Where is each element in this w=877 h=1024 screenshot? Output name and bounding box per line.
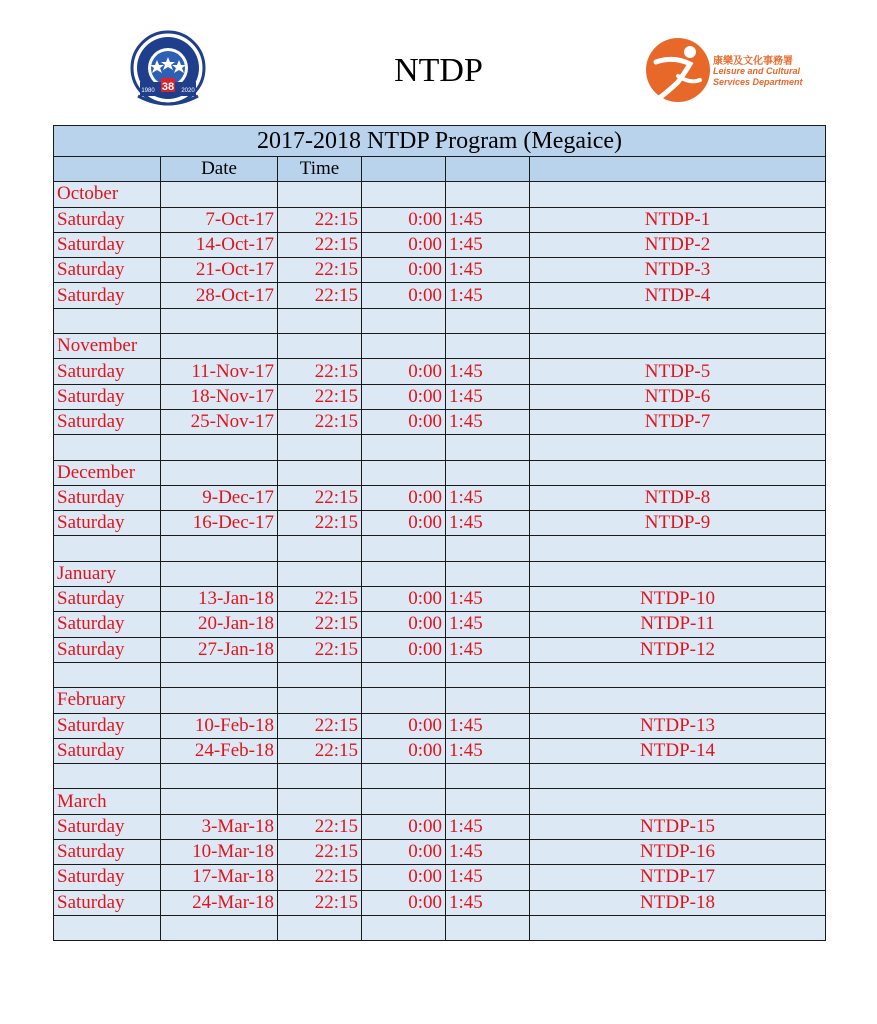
session-cell: NTDP-17 <box>530 865 826 890</box>
day-cell: Saturday <box>54 409 161 434</box>
end-time-cell: 0:00 <box>362 384 446 409</box>
day-cell: Saturday <box>54 232 161 257</box>
empty-cell <box>530 688 826 713</box>
page-title: NTDP <box>394 52 483 89</box>
month-label: December <box>54 460 161 485</box>
start-time-cell: 22:15 <box>278 738 362 763</box>
empty-cell <box>161 789 278 814</box>
duration-cell: 1:45 <box>446 840 530 865</box>
day-cell: Saturday <box>54 865 161 890</box>
session-cell: NTDP-14 <box>530 738 826 763</box>
table-row <box>54 840 826 865</box>
empty-cell <box>362 789 446 814</box>
session-cell: NTDP-11 <box>530 612 826 637</box>
date-cell: 13-Jan-18 <box>161 587 278 612</box>
month-row <box>54 460 826 485</box>
table-row <box>54 713 826 738</box>
date-cell: 9-Dec-17 <box>161 485 278 510</box>
empty-cell <box>530 435 826 460</box>
session-cell: NTDP-8 <box>530 485 826 510</box>
empty-cell <box>446 915 530 940</box>
end-time-cell: 0:00 <box>362 840 446 865</box>
spacer-row <box>54 308 826 333</box>
empty-cell <box>278 688 362 713</box>
empty-cell <box>530 460 826 485</box>
empty-cell <box>161 764 278 789</box>
empty-cell <box>362 460 446 485</box>
empty-cell <box>278 789 362 814</box>
table-row <box>54 409 826 434</box>
table-row <box>54 485 826 510</box>
start-time-cell: 22:15 <box>278 612 362 637</box>
header-session <box>530 157 826 182</box>
month-label: March <box>54 789 161 814</box>
table-row <box>54 612 826 637</box>
empty-cell <box>278 536 362 561</box>
day-cell: Saturday <box>54 283 161 308</box>
start-time-cell: 22:15 <box>278 865 362 890</box>
duration-cell: 1:45 <box>446 713 530 738</box>
duration-cell: 1:45 <box>446 738 530 763</box>
session-cell: NTDP-12 <box>530 637 826 662</box>
empty-cell <box>278 334 362 359</box>
empty-cell <box>54 764 161 789</box>
start-time-cell: 22:15 <box>278 511 362 536</box>
empty-cell <box>362 182 446 207</box>
start-time-cell: 22:15 <box>278 283 362 308</box>
empty-cell <box>278 561 362 586</box>
empty-cell <box>446 182 530 207</box>
header-time: Time <box>278 157 362 182</box>
table-row <box>54 865 826 890</box>
end-time-cell: 0:00 <box>362 814 446 839</box>
start-time-cell: 22:15 <box>278 258 362 283</box>
day-cell: Saturday <box>54 258 161 283</box>
start-time-cell: 22:15 <box>278 359 362 384</box>
table-row <box>54 511 826 536</box>
day-cell: Saturday <box>54 738 161 763</box>
duration-cell: 1:45 <box>446 587 530 612</box>
empty-cell <box>530 662 826 687</box>
date-cell: 14-Oct-17 <box>161 232 278 257</box>
empty-cell <box>362 536 446 561</box>
start-time-cell: 22:15 <box>278 713 362 738</box>
month-label: February <box>54 688 161 713</box>
table-row <box>54 890 826 915</box>
start-time-cell: 22:15 <box>278 814 362 839</box>
end-time-cell: 0:00 <box>362 637 446 662</box>
table-row <box>54 814 826 839</box>
empty-cell <box>530 334 826 359</box>
duration-cell: 1:45 <box>446 359 530 384</box>
session-cell: NTDP-15 <box>530 814 826 839</box>
session-cell: NTDP-16 <box>530 840 826 865</box>
duration-cell: 1:45 <box>446 409 530 434</box>
empty-cell <box>446 764 530 789</box>
empty-cell <box>278 915 362 940</box>
day-cell: Saturday <box>54 384 161 409</box>
table-row <box>54 359 826 384</box>
empty-cell <box>446 688 530 713</box>
empty-cell <box>161 561 278 586</box>
empty-cell <box>161 308 278 333</box>
end-time-cell: 0:00 <box>362 359 446 384</box>
duration-cell: 1:45 <box>446 511 530 536</box>
date-cell: 24-Mar-18 <box>161 890 278 915</box>
lcsd-chinese-name: 康樂及文化事務署 <box>713 56 793 67</box>
empty-cell <box>161 662 278 687</box>
start-time-cell: 22:15 <box>278 409 362 434</box>
schedule-table <box>53 125 826 941</box>
empty-cell <box>362 915 446 940</box>
empty-cell <box>362 308 446 333</box>
lcsd-english-name: Leisure and Cultural Services Department <box>713 66 803 87</box>
spacer-row <box>54 915 826 940</box>
svg-text:2020: 2020 <box>181 88 195 94</box>
day-cell: Saturday <box>54 713 161 738</box>
empty-cell <box>446 561 530 586</box>
month-row <box>54 334 826 359</box>
table-row <box>54 384 826 409</box>
empty-cell <box>362 334 446 359</box>
empty-cell <box>362 561 446 586</box>
date-cell: 10-Mar-18 <box>161 840 278 865</box>
duration-cell: 1:45 <box>446 814 530 839</box>
spacer-row <box>54 435 826 460</box>
date-cell: 20-Jan-18 <box>161 612 278 637</box>
end-time-cell: 0:00 <box>362 865 446 890</box>
empty-cell <box>54 308 161 333</box>
empty-cell <box>278 662 362 687</box>
empty-cell <box>362 764 446 789</box>
empty-cell <box>278 435 362 460</box>
empty-cell <box>161 182 278 207</box>
session-cell: NTDP-3 <box>530 258 826 283</box>
header-date: Date <box>161 157 278 182</box>
empty-cell <box>446 536 530 561</box>
day-cell: Saturday <box>54 359 161 384</box>
month-label: January <box>54 561 161 586</box>
empty-cell <box>54 435 161 460</box>
month-row <box>54 688 826 713</box>
session-cell: NTDP-6 <box>530 384 826 409</box>
session-cell: NTDP-9 <box>530 511 826 536</box>
duration-cell: 1:45 <box>446 865 530 890</box>
date-cell: 24-Feb-18 <box>161 738 278 763</box>
empty-cell <box>530 561 826 586</box>
session-cell: NTDP-2 <box>530 232 826 257</box>
session-cell: NTDP-4 <box>530 283 826 308</box>
session-cell: NTDP-5 <box>530 359 826 384</box>
empty-cell <box>530 182 826 207</box>
duration-cell: 1:45 <box>446 232 530 257</box>
end-time-cell: 0:00 <box>362 283 446 308</box>
end-time-cell: 0:00 <box>362 890 446 915</box>
month-label: November <box>54 334 161 359</box>
end-time-cell: 0:00 <box>362 232 446 257</box>
table-row <box>54 283 826 308</box>
empty-cell <box>530 764 826 789</box>
table-row <box>54 232 826 257</box>
empty-cell <box>530 536 826 561</box>
end-time-cell: 0:00 <box>362 612 446 637</box>
empty-cell <box>161 334 278 359</box>
table-row <box>54 207 826 232</box>
date-cell: 18-Nov-17 <box>161 384 278 409</box>
header-end <box>362 157 446 182</box>
spacer-row <box>54 764 826 789</box>
empty-cell <box>446 789 530 814</box>
day-cell: Saturday <box>54 612 161 637</box>
empty-cell <box>54 536 161 561</box>
empty-cell <box>278 764 362 789</box>
start-time-cell: 22:15 <box>278 587 362 612</box>
svg-text:38: 38 <box>161 81 175 93</box>
header-duration <box>446 157 530 182</box>
empty-cell <box>362 688 446 713</box>
table-title-row <box>54 126 826 157</box>
start-time-cell: 22:15 <box>278 485 362 510</box>
date-cell: 3-Mar-18 <box>161 814 278 839</box>
empty-cell <box>54 662 161 687</box>
svg-text:1980: 1980 <box>141 88 155 94</box>
date-cell: 17-Mar-18 <box>161 865 278 890</box>
header-day <box>54 157 161 182</box>
month-row <box>54 789 826 814</box>
empty-cell <box>161 688 278 713</box>
day-cell: Saturday <box>54 890 161 915</box>
empty-cell <box>161 915 278 940</box>
day-cell: Saturday <box>54 511 161 536</box>
empty-cell <box>54 915 161 940</box>
duration-cell: 1:45 <box>446 612 530 637</box>
end-time-cell: 0:00 <box>362 258 446 283</box>
end-time-cell: 0:00 <box>362 587 446 612</box>
session-cell: NTDP-7 <box>530 409 826 434</box>
empty-cell <box>161 536 278 561</box>
table-title: 2017-2018 NTDP Program (Megaice) <box>54 126 826 157</box>
day-cell: Saturday <box>54 814 161 839</box>
empty-cell <box>362 662 446 687</box>
start-time-cell: 22:15 <box>278 890 362 915</box>
table-header-row <box>54 157 826 182</box>
empty-cell <box>278 460 362 485</box>
duration-cell: 1:45 <box>446 485 530 510</box>
end-time-cell: 0:00 <box>362 738 446 763</box>
day-cell: Saturday <box>54 485 161 510</box>
start-time-cell: 22:15 <box>278 384 362 409</box>
table-row <box>54 738 826 763</box>
month-row <box>54 561 826 586</box>
duration-cell: 1:45 <box>446 258 530 283</box>
page-header <box>0 0 877 120</box>
session-cell: NTDP-1 <box>530 207 826 232</box>
end-time-cell: 0:00 <box>362 485 446 510</box>
start-time-cell: 22:15 <box>278 207 362 232</box>
empty-cell <box>278 182 362 207</box>
start-time-cell: 22:15 <box>278 840 362 865</box>
date-cell: 11-Nov-17 <box>161 359 278 384</box>
empty-cell <box>530 789 826 814</box>
empty-cell <box>446 435 530 460</box>
month-label: October <box>54 182 161 207</box>
empty-cell <box>161 460 278 485</box>
empty-cell <box>446 460 530 485</box>
date-cell: 10-Feb-18 <box>161 713 278 738</box>
duration-cell: 1:45 <box>446 283 530 308</box>
empty-cell <box>161 435 278 460</box>
empty-cell <box>530 915 826 940</box>
duration-cell: 1:45 <box>446 890 530 915</box>
duration-cell: 1:45 <box>446 384 530 409</box>
duration-cell: 1:45 <box>446 637 530 662</box>
end-time-cell: 0:00 <box>362 713 446 738</box>
duration-cell: 1:45 <box>446 207 530 232</box>
session-cell: NTDP-10 <box>530 587 826 612</box>
day-cell: Saturday <box>54 840 161 865</box>
empty-cell <box>446 662 530 687</box>
day-cell: Saturday <box>54 587 161 612</box>
session-cell: NTDP-13 <box>530 713 826 738</box>
empty-cell <box>446 334 530 359</box>
date-cell: 25-Nov-17 <box>161 409 278 434</box>
empty-cell <box>446 308 530 333</box>
start-time-cell: 22:15 <box>278 232 362 257</box>
end-time-cell: 0:00 <box>362 207 446 232</box>
date-cell: 7-Oct-17 <box>161 207 278 232</box>
session-cell: NTDP-18 <box>530 890 826 915</box>
table-row <box>54 637 826 662</box>
end-time-cell: 0:00 <box>362 409 446 434</box>
date-cell: 28-Oct-17 <box>161 283 278 308</box>
table-row <box>54 587 826 612</box>
day-cell: Saturday <box>54 207 161 232</box>
table-row <box>54 258 826 283</box>
spacer-row <box>54 536 826 561</box>
end-time-cell: 0:00 <box>362 511 446 536</box>
date-cell: 27-Jan-18 <box>161 637 278 662</box>
day-cell: Saturday <box>54 637 161 662</box>
month-row <box>54 182 826 207</box>
empty-cell <box>530 308 826 333</box>
empty-cell <box>362 435 446 460</box>
spacer-row <box>54 662 826 687</box>
date-cell: 21-Oct-17 <box>161 258 278 283</box>
date-cell: 16-Dec-17 <box>161 511 278 536</box>
empty-cell <box>278 308 362 333</box>
start-time-cell: 22:15 <box>278 637 362 662</box>
